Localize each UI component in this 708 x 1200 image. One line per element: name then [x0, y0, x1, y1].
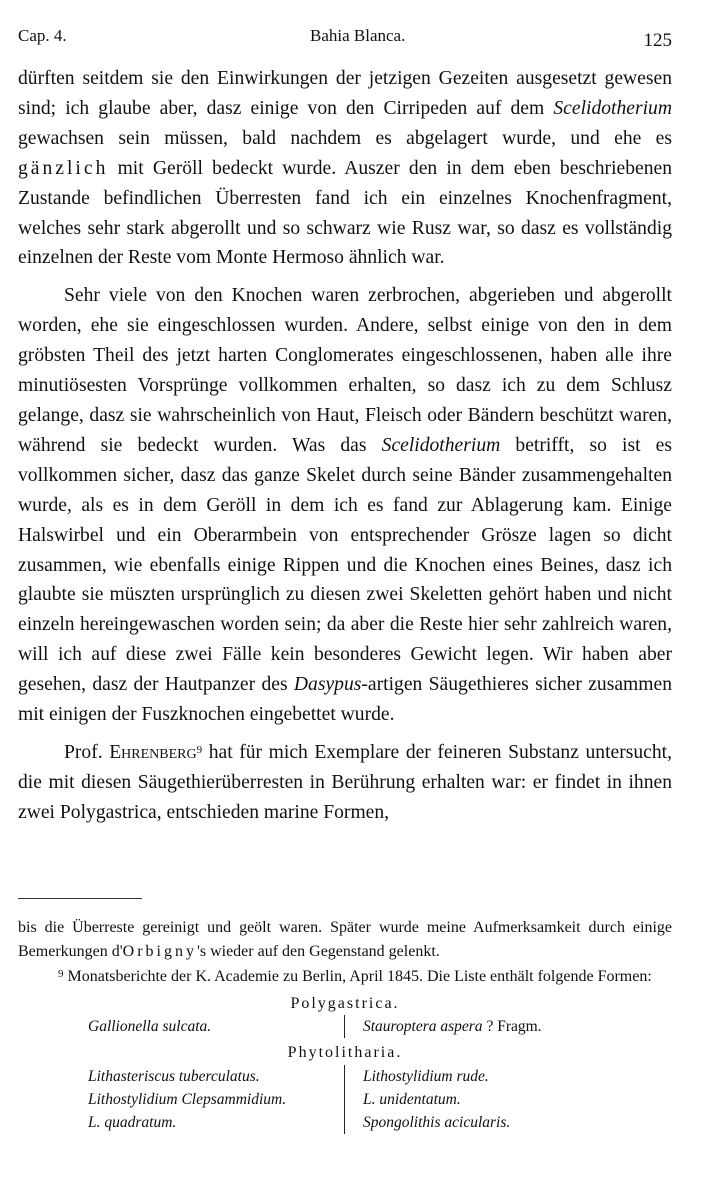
footnote-reference: 9: [196, 743, 203, 756]
paragraph: [18, 738, 672, 828]
species-name: L. quadratum.: [88, 1113, 177, 1131]
phytolitharia-list: [18, 1065, 672, 1134]
footnote-rule: [18, 898, 142, 899]
species-name: L. unidentatum.: [363, 1090, 461, 1108]
paragraph: [18, 281, 672, 730]
emphasis-spaced: gänzlich: [18, 157, 109, 179]
species-name: [363, 1015, 542, 1038]
species-name: Lithasteriscus tuberculatus.: [88, 1067, 260, 1085]
footnote-9: [18, 965, 672, 989]
page-number: 125: [643, 30, 672, 51]
footnote-text: Monatsberichte der K. Academie zu Berlin, April 1845. Die Liste enthält folgende Formen:: [67, 968, 652, 985]
footnotes: [18, 916, 672, 1134]
text-run: betrifft, so ist es vollkommen sicher, dasz das ganze Skelet durch seine Bänder zusammengehalten wurde, als es in dem Geröll in dem ich es fand zur Ablagerung kam. Einige Halswirbel und ein Oberarmbein von entsprechender Grösze lagen so dicht zusammen, wie ebenfalls einige Rippen und die Knochen eines Beines, dasz ich glaubte sie müszten ursprünglich zu diesen zwei Skeletten gehört haben und nicht einzeln hereingewaschen worden sein; da aber die Reste hier sehr zahlreich waren, will ich auf diese zwei Fälle kein besonderes Gewicht legen. Wir haben aber gesehen, dasz der Hautpanzer des: [18, 434, 673, 696]
footnote-continuation: [18, 916, 672, 963]
species-annotation: ? Fragm.: [482, 1018, 542, 1035]
species-name: Lithostylidium rude.: [363, 1067, 489, 1085]
running-title: Bahia Blanca.: [310, 26, 406, 45]
italic-term: Scelidotherium: [381, 434, 501, 456]
text-run: Prof.: [64, 741, 110, 763]
polygastrica-right-column: [344, 1015, 542, 1038]
species-name: Spongolithis acicularis.: [363, 1113, 511, 1131]
phytolitharia-title: Phytolitharia.: [287, 1044, 403, 1061]
species-name: Lithostylidium Clepsammidium.: [88, 1090, 287, 1108]
paragraph: [18, 64, 672, 273]
text-run: Sehr viele von den Knochen waren zerbrochen, abgerieben und abgerollt worden, ehe sie eingeschlossen wurden. Andere, selbst einige von den in dem gröbsten Theil des jetzt harten Conglomerates eingeschlossenen, haben alle ihre minutiösesten Vorsprünge vollkommen erhalten, so dasz ich zu dem Schlusz gelange, dasz sie wahrscheinlich von Haut, Fleisch oder Bändern beschützt waren, während sie bedeckt wurden. Was das: [18, 285, 672, 456]
emphasis-spaced: Orbigny: [122, 942, 197, 960]
species-genus-epithet: Stauroptera aspera: [363, 1018, 483, 1035]
main-text: [18, 64, 672, 828]
phytolitharia-right-column: [344, 1065, 510, 1134]
phytolitharia-left-column: [18, 1065, 344, 1134]
text-run: dürften seitdem sie den Einwirkungen der jetzigen Gezeiten ausgesetzt gewesen sind; ich glaube aber, dasz einige von den Cirripeden auf dem: [18, 68, 672, 119]
text-run: mit Geröll bedeckt wurde. Auszer den in dem eben beschriebenen Zustande befindlichen Überresten fand ich ein einzelnes Knochenfragment, welches sehr stark abgerollt und so schwarz wie Rusz war, so dasz es vollständig einzelnen der Reste vom Monte Hermoso ähnlich war.: [18, 157, 672, 269]
italic-term: Scelidotherium: [553, 97, 672, 119]
footnote-marker: 9: [58, 968, 64, 980]
polygastrica-left-column: [18, 1015, 344, 1038]
italic-term: Dasypus: [293, 674, 362, 696]
species-name: Gallionella sulcata.: [88, 1018, 212, 1035]
polygastrica-title: Polygastrica.: [290, 994, 400, 1012]
text-run: -artigen Säugethieres sicher zusammen mit einigen der Fuszknochen eingebettet wurde.: [18, 674, 673, 726]
text-run: bis die Überreste gereinigt und geölt waren. Später wurde meine Aufmerksamkeit durch einige Bemerkungen d': [18, 919, 672, 960]
chapter-label: Cap. 4.: [18, 26, 67, 45]
running-header: [18, 26, 672, 52]
text-run: hat für mich Exemplare der feineren Substanz untersucht, die mit diesen Säugethierüberresten in Berührung erhalten war: er findet in ihnen zwei Polygastrica, entschieden marine Formen,: [18, 741, 672, 823]
text-run: 's wieder auf den Gegenstand gelenkt.: [196, 942, 440, 960]
author-name: Ehrenberg: [109, 741, 197, 763]
polygastrica-list: [18, 1015, 672, 1038]
text-run: gewachsen sein müssen, bald nachdem es abgelagert wurde, und ehe es: [18, 127, 672, 149]
